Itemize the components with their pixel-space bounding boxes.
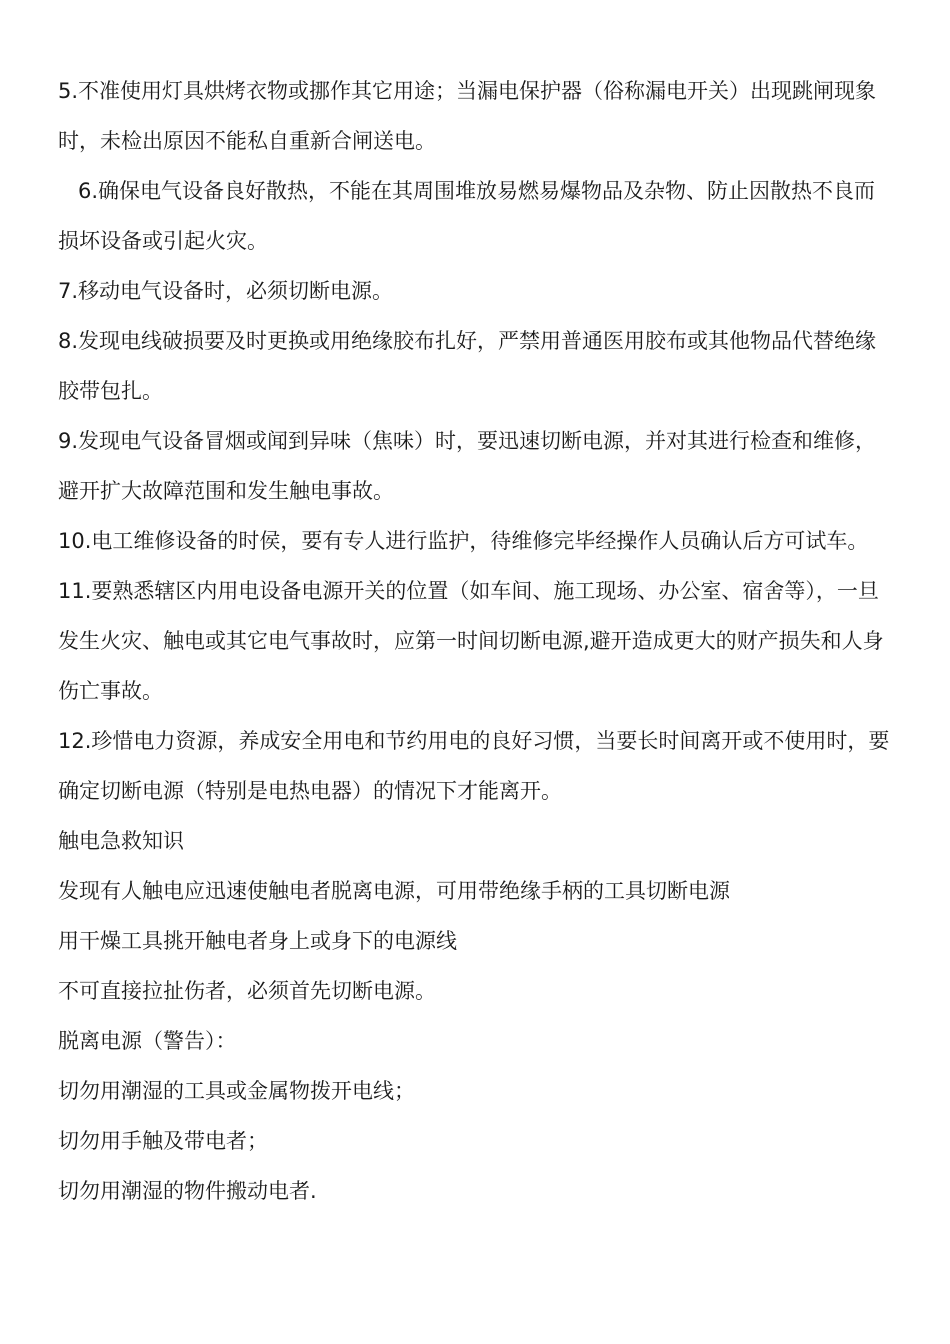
warning-line-2: 切勿用手触及带电者； <box>58 1129 268 1153</box>
section-heading-first-aid: 触电急救知识 <box>58 829 184 853</box>
paragraph-rule-9: 9.发现电气设备冒烟或闻到异味（焦味）时，要迅速切断电源，并对其进行检查和维修，避开扩大故障范围和发生触电事故。 <box>58 429 877 503</box>
warning-heading: 脱离电源（警告）： <box>58 1029 237 1053</box>
first-aid-line-3: 不可直接拉扯伤者，必须首先切断电源。 <box>58 979 436 1003</box>
warning-line-3: 切勿用潮湿的物件搬动电者. <box>58 1179 317 1203</box>
paragraph-rule-10: 10.电工维修设备的时侯，要有专人进行监护，待维修完毕经操作人员确认后方可试车。 <box>58 529 869 553</box>
warning-line-1: 切勿用潮湿的工具或金属物拨开电线； <box>58 1079 415 1103</box>
paragraph-rule-11: 11.要熟悉辖区内用电设备电源开关的位置（如车间、施工现场、办公室、宿舍等），一旦发生火灾、触电或其它电气事故时，应第一时间切断电源,避开造成更大的财产损失和人身伤亡事故。 <box>58 579 884 703</box>
paragraph-rule-5: 5.不准使用灯具烘烤衣物或挪作其它用途；当漏电保护器（俗称漏电开关）出现跳闸现象时，未检出原因不能私自重新合闸送电。 <box>58 79 877 153</box>
document-body <box>58 66 894 1216</box>
paragraph-rule-6: 6.确保电气设备良好散热，不能在其周围堆放易燃易爆物品及杂物、防止因散热不良而损坏设备或引起火灾。 <box>58 179 876 253</box>
first-aid-line-2: 用干燥工具挑开触电者身上或身下的电源线 <box>58 929 457 953</box>
paragraph-rule-8: 8.发现电线破损要及时更换或用绝缘胶布扎好，严禁用普通医用胶布或其他物品代替绝缘胶带包扎。 <box>58 329 877 403</box>
paragraph-rule-7: 7.移动电气设备时，必须切断电源。 <box>58 279 394 303</box>
paragraph-rule-12: 12.珍惜电力资源，养成安全用电和节约用电的良好习惯，当要长时间离开或不使用时，要确定切断电源（特别是电热电器）的情况下才能离开。 <box>58 729 890 803</box>
first-aid-line-1: 发现有人触电应迅速使触电者脱离电源，可用带绝缘手柄的工具切断电源 <box>58 879 730 903</box>
